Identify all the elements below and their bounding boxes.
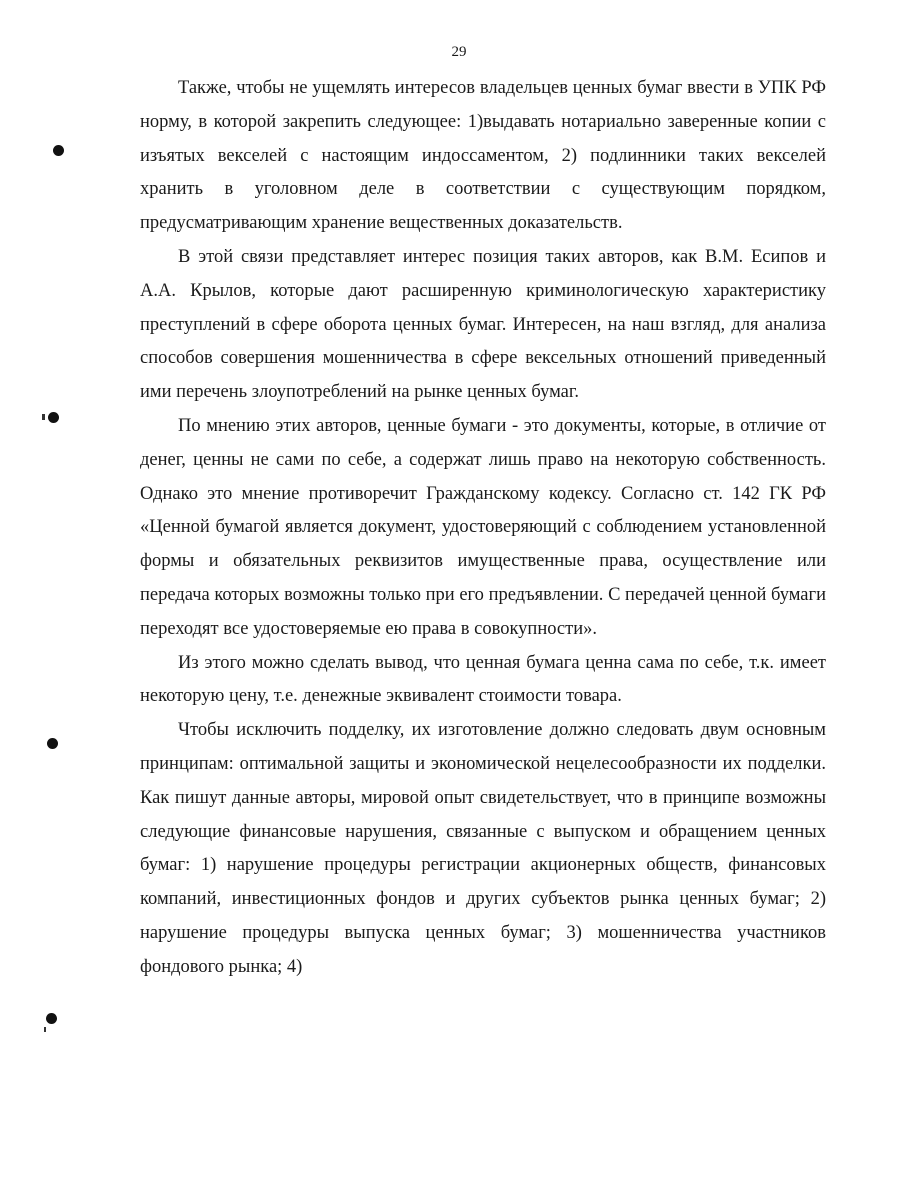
binder-hole-mark — [46, 1013, 57, 1024]
binder-hole-mark — [53, 145, 64, 156]
paragraph: По мнению этих авторов, ценные бумаги - это документы, которые, в отличие от денег, ценны не сами по себе, а содержат лишь право на некоторую собственность. Однако это мнение противоречит Гражданскому кодексу. Согласно ст. 142 ГК РФ «Ценной бумагой является документ, удостоверяющий с соблюдением установленной формы и обязательных реквизитов имущественные права, осуществление или передача которых возможны только при его предъявлении. С передачей ценной бумаги переходят все удостоверяемые ею права в совокупности». — [140, 415, 826, 639]
binder-hole-mark — [47, 738, 58, 749]
scan-artifact — [44, 1027, 46, 1032]
page-number: 29 — [451, 44, 467, 60]
paragraph: Чтобы исключить подделку, их изготовление должно следовать двум основным принципам: оптимальной защиты и экономической нецелесообразности их подделки. Как пишут данные авторы, мировой опыт свидетельствует, что в принципе возможны следующие финансовые нарушения, связанные с выпуском и обращением ценных бумаг: 1) нарушение процедуры регистрации акционерных обществ, финансовых компаний, инвестиционных фондов и других субъектов рынка ценных бумаг; 2) нарушение процедуры выпуска ценных бумаг; 3) мошенничества участников фондового рынка; 4) — [140, 720, 826, 977]
paragraph: Из этого можно сделать вывод, что ценная бумага ценна сама по себе, т.к. имеет некоторую цену, т.е. денежные эквивалент стоимости товара. — [140, 652, 826, 707]
scan-artifact — [42, 414, 45, 420]
paragraph: Также, чтобы не ущемлять интересов владельцев ценных бумаг ввести в УПК РФ норму, в которой закрепить следующее: 1)выдавать нотариально заверенные копии с изъятых векселей с настоящим индоссаментом, 2) подлинники таких векселей хранить в уголовном деле в соответствии с существующим порядком, предусматривающим хранение вещественных доказательств. — [140, 78, 826, 234]
body-text — [140, 72, 826, 985]
binder-hole-mark — [48, 412, 59, 423]
paragraph: В этой связи представляет интерес позиция таких авторов, как В.М. Есипов и А.А. Крылов, которые дают расширенную криминологическую характеристику преступлений в сфере оборота ценных бумаг. Интересен, на наш взгляд, для анализа способов совершения мошенничества в сфере вексельных отношений приведенный ими перечень злоупотреблений на рынке ценных бумаг. — [140, 246, 826, 403]
